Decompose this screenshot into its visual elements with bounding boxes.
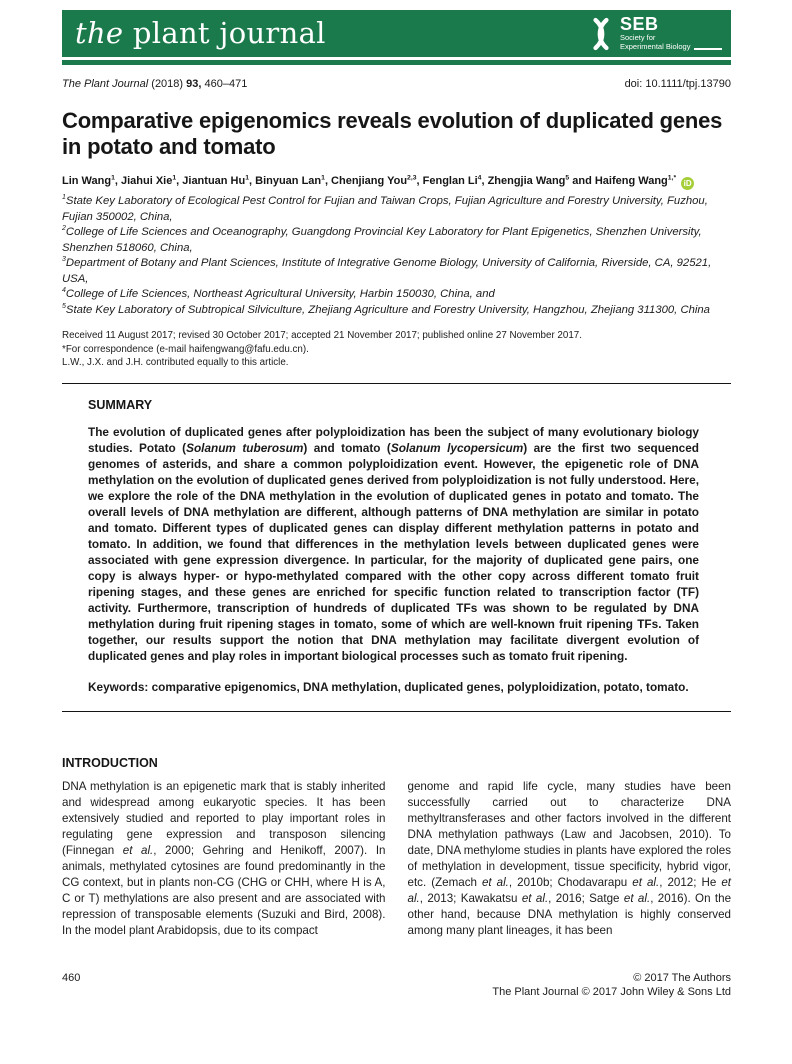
- seb-subtitle-line2: Experimental Biology: [620, 42, 691, 51]
- journal-banner: [62, 10, 731, 57]
- keywords-line: Keywords: comparative epigenomics, DNA methylation, duplicated genes, polyploidization, potato, tomato.: [88, 679, 689, 694]
- contribution-line: L.W., J.X. and J.H. contributed equally to this article.: [62, 357, 289, 368]
- journal-wordmark: the plant journal: [75, 15, 326, 50]
- summary-section: [62, 384, 731, 694]
- summary-heading: SUMMARY: [88, 397, 153, 412]
- introduction-section: [62, 756, 731, 939]
- correspondence-line: *For correspondence (e-mail haifengwang@fafu.edu.cn).: [62, 343, 309, 355]
- seb-underline: [694, 48, 722, 50]
- received-line: Received 11 August 2017; revised 30 October 2017; accepted 21 November 2017; published online 27 November 2017.: [62, 330, 582, 341]
- seb-logo: [588, 16, 722, 51]
- introduction-heading: INTRODUCTION: [62, 755, 158, 770]
- affiliation-item: $^3$Department of Botany and Plant Sciences, Institute of Integrative Genome Biology, University of California, Riverside, CA, 92521, USA,: [62, 256, 712, 285]
- affiliation-item: $^5$State Key Laboratory of Subtropical Silviculture, Zhejiang Agriculture and Forestry University, Hangzhou, Zhejiang 311300, China: [62, 302, 710, 316]
- banner-accent-bar: [62, 60, 731, 65]
- page-number: 460: [62, 972, 81, 984]
- doi: doi: 10.1111/tpj.13790: [624, 78, 731, 90]
- masthead-row: [62, 78, 731, 90]
- copyright: [492, 971, 731, 999]
- summary-divider-bottom: [62, 711, 731, 712]
- intro-column-left: DNA methylation is an epigenetic mark that is stably inherited and widespread among eukaryotic species. It has been extensively studied and reported to play important roles in regulating gene expression and transposon silencing (Finnegan et al., 2000; Gehring and Henikoff, 2007). In animals, methylated cytosines are found predominantly in the CG context, but in plants non-CG (CHG or CHH, where H is A, C or T) methylations are also present and are associated with repression of transposable elements (Suzuki and Bird, 2008). In the model plant Arabidopsis, due to its compact: [62, 779, 386, 937]
- affiliation-item: $^2$College of Life Sciences and Oceanography, Guangdong Provincial Key Laboratory for Plant Epigenetics, Shenzhen University, Shenzhen 518060, China,: [62, 225, 702, 254]
- orcid-icon[interactable]: iD: [681, 177, 694, 190]
- chromosome-icon: [588, 17, 613, 51]
- intro-column-right: genome and rapid life cycle, many studies have been successfully carried out to characterize DNA methyltransferases and other factors involved in the different DNA methylation pathways (Law and Jacobsen, 2010). To date, DNA methylome studies in plants have explored the roles of methylation in development, tissue specificity, hybrid vigor, etc. (Zemach et al., 2010b; Chodavarapu et al., 2012; He et al., 2013; Kawakatsu et al., 2016; Satge et al., 2016). On the other hand, because DNA methylation is highly conserved among many plant lineages, it has been: [407, 779, 732, 937]
- affiliation-item: $^4$College of Life Sciences, Northeast Agricultural University, Harbin 150030, China, and: [62, 287, 495, 300]
- copyright-line2: The Plant Journal © 2017 John Wiley & Sons Ltd: [492, 986, 731, 998]
- affiliations: [62, 194, 731, 318]
- seb-subtitle-line1: Society for: [620, 33, 656, 42]
- copyright-line1: © 2017 The Authors: [633, 972, 731, 984]
- author-names: Lin Wang$^1$, Jiahui Xie$^1$, Jiantuan Hu$^1$, Binyuan Lan$^1$, Chenjiang You$^{2,3}$, Fenglan Li$^4$, Zhengjia Wang$^5$ and Haifeng Wang$^{1,*}$: [62, 174, 677, 187]
- seb-acronym: SEB: [620, 14, 659, 34]
- article-history: [62, 329, 731, 370]
- affiliation-item: $^1$State Key Laboratory of Ecological Pest Control for Fujian and Taiwan Crops, Fujian Agriculture and Forestry University, Fuzhou, Fujian 350002, China,: [62, 194, 708, 223]
- author-list: [62, 175, 731, 190]
- journal-citation: The Plant Journal (2018) 93, 460–471: [62, 78, 248, 90]
- summary-body: The evolution of duplicated genes after polyploidization has been the subject of many evolutionary biology studies. Potato (Solanum tuberosum) and tomato (Solanum lycopersicum) are the first two sequenced genomes of asterids, and share a common polyploidization event. However, the epigenetic role of DNA methylation on the evolution of duplicated genes derived from polyploidization is not fully understood. Here, we explore the role of the DNA methylation in the evolution of duplicated genes in potato and tomato. The overall levels of DNA methylation are different, although patterns of DNA methylation are similar in potato and tomato. Different types of duplicated genes can display different methylation patterns in potato and tomato. In addition, we found that differences in the methylation levels between duplicated genes were associated with gene expression divergence. In particular, for the majority of duplicated gene pairs, one copy is always hyper- or hypo-methylated compared with the other copy across different tomato fruit ripening stages, and these genes are enriched for specific function related to transcription factor (TF) activity. Furthermore, transcription of hundreds of duplicated TFs was shown to be regulated by DNA methylation during fruit ripening stages in tomato, some of which are well-known fruit ripening TFs. Taken together, our results support the notion that DNA methylation may facilitate divergent evolution of duplicated genes and play roles in important biological processes such as tomato fruit ripening.: [88, 424, 700, 663]
- article-title: Comparative epigenomics reveals evolution of duplicated genes in potato and tomato: [62, 108, 723, 159]
- page-footer: [62, 971, 731, 999]
